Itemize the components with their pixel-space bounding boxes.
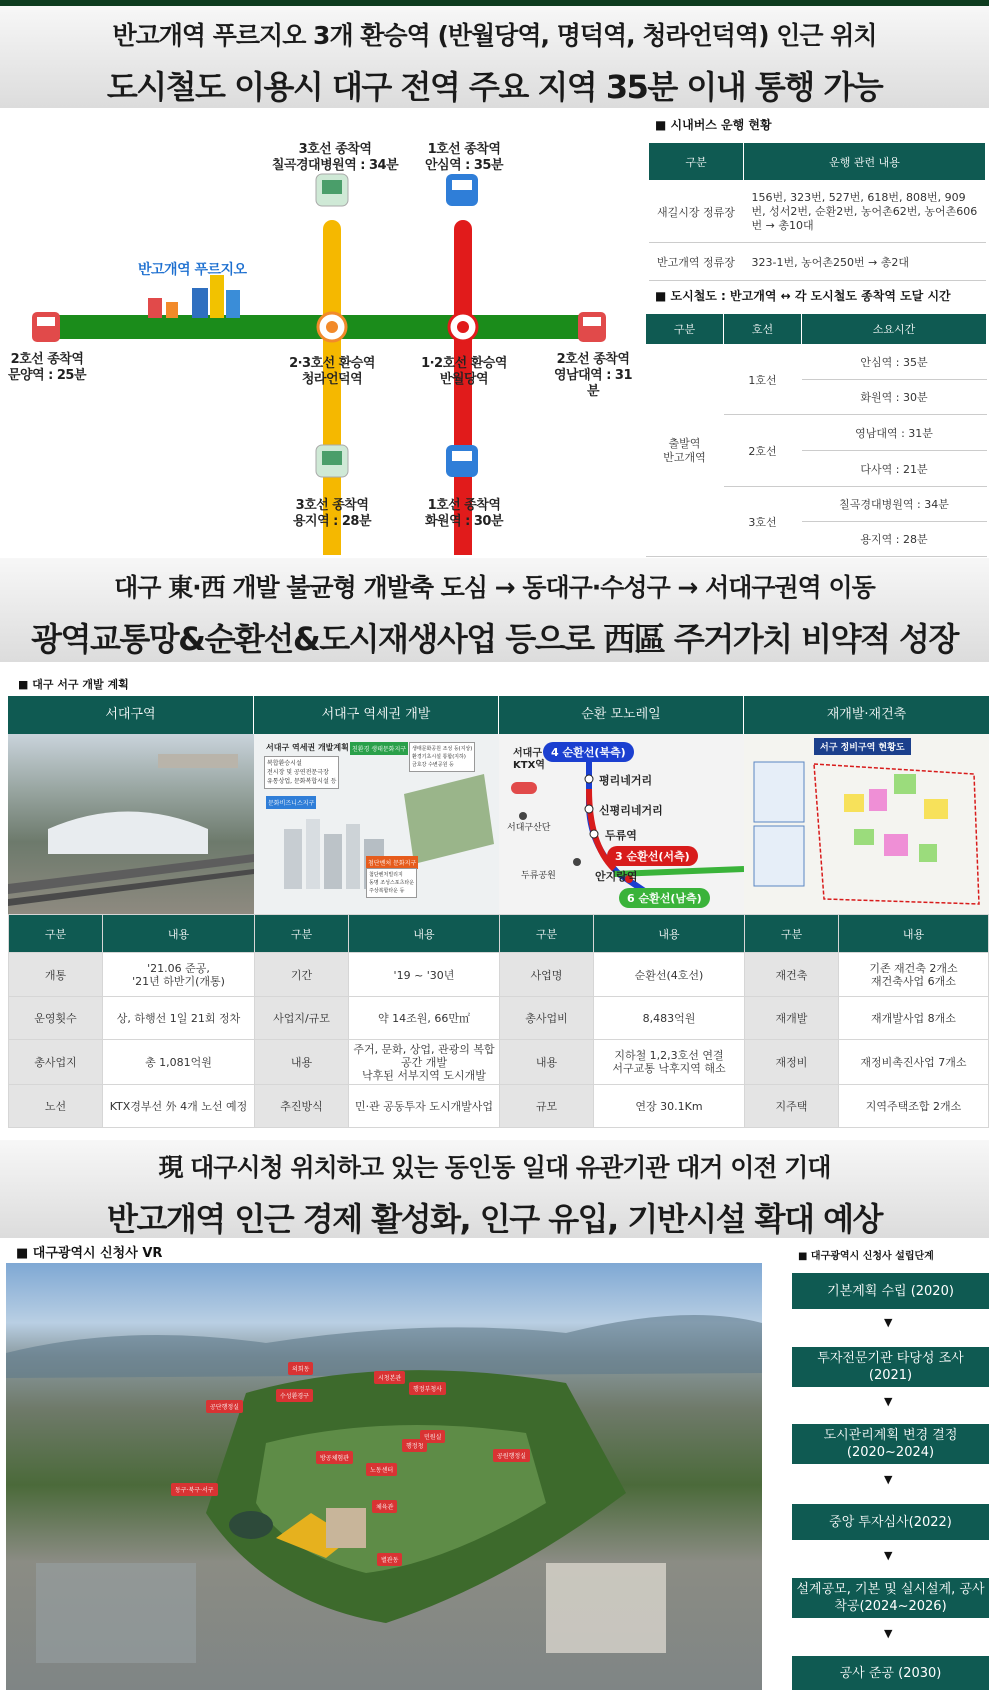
banner-transit [0, 6, 989, 108]
monorail-south-name: 순환선(남측) [638, 892, 702, 905]
line1-bottom-title: 1호선 종착역 [427, 498, 501, 513]
vr-tag: 노동센터 [366, 1463, 397, 1476]
dev-value: 상, 하행선 1일 21회 정차 [103, 997, 255, 1040]
dev-key: 개통 [9, 953, 103, 997]
step-item: 공사 준공 (2030) [792, 1656, 989, 1690]
banner-transit-line1: 반고개역 푸르지오 3개 환승역 (반월당역, 명덕역, 청라언덕역) 인근 위치 [112, 21, 877, 50]
vr-tag: 체육관 [372, 1500, 397, 1513]
complex-label: 반고개역 푸르지오 [138, 262, 247, 278]
station-plan-box1: 복합환승시설 전시장 및 공연전문극장 유통상업, 문화복합시설 등 [264, 756, 339, 789]
monorail-station-1: 평리네거리 [599, 774, 653, 787]
dev-value: 주거, 문화, 상업, 관광의 복합 공간 개발 낙후된 서부지역 도시개발 [349, 1040, 500, 1085]
line3-top-time: 칠곡경대병원역 : 34분 [271, 158, 399, 173]
dev-header-content: 내용 [594, 915, 745, 953]
line1-bottom-train-icon [446, 445, 478, 477]
vr-tag: 행정부청사 [409, 1382, 446, 1395]
dev-key: 운영횟수 [9, 997, 103, 1040]
transfer-12-station: 반월당역 [439, 372, 489, 387]
banner-city-hall-line2: 반고개역 인근 경제 활성화, 인구 유입, 기반시설 확대 예상 [107, 1200, 882, 1238]
dev-value: 기존 재건축 2개소 재건축사업 6개소 [839, 953, 989, 997]
dev-value: 8,483억원 [594, 997, 745, 1040]
monorail-south-label [619, 888, 710, 908]
line1-bottom-label [412, 498, 516, 530]
city-hall-vr-image [6, 1263, 762, 1690]
station-plan-box4: 생태문화공원 조성 등(지상) 환경기초시설 통합(지하) 금호강 수변공원 등 [409, 742, 475, 772]
panel-title-redevelopment: 재개발·재건축 [744, 696, 989, 734]
dev-value: '19 ~ '30년 [349, 953, 500, 997]
monorail-north-number: 4 [551, 746, 559, 759]
line3-bottom-label [280, 498, 384, 530]
subway-time: 다사역 : 21분 [802, 451, 987, 487]
dev-header-type: 구분 [9, 915, 103, 953]
dev-header-type: 구분 [500, 915, 594, 953]
station-plan-box2: 문화비즈니스지구 [266, 796, 316, 809]
line2-left-label [2, 352, 92, 384]
monorail-landmark-1: 서대구산단 [507, 823, 551, 833]
monorail-map-image [499, 734, 744, 914]
dev-value: '21.06 준공, '21년 하반기(개통) [103, 953, 255, 997]
subway-map-graphic [0, 110, 640, 555]
line3-bottom-time: 용지역 : 28분 [292, 514, 372, 529]
dev-key: 내용 [255, 1040, 349, 1085]
table-row [9, 953, 989, 997]
bus-header-type: 구분 [649, 143, 744, 181]
vr-tag: 민원실 [420, 1430, 445, 1443]
dev-key: 사업명 [500, 953, 594, 997]
line3-bottom-title: 3호선 종착역 [295, 498, 369, 513]
bus-stop-name: 새길시장 정류장 [649, 181, 744, 243]
banner-development [0, 558, 989, 662]
seodaegu-station-photo [8, 734, 254, 914]
banner-development-line2: 광역교통망&순환선&도시재생사업 등으로 西區 주거가치 비약적 성장 [31, 620, 958, 658]
line3-top-label [270, 142, 400, 174]
step-arrow-icon: ▼ [884, 1627, 893, 1640]
subway-time: 안심역 : 35분 [802, 345, 987, 380]
redev-map-title: 서구 정비구역 현황도 [814, 738, 911, 755]
dev-key: 규모 [500, 1085, 594, 1128]
vr-tag: 의회동 [288, 1362, 313, 1375]
dev-table-header [9, 915, 989, 953]
monorail-landmark-2: 두류공원 [521, 871, 556, 881]
line2-right-train-icon [578, 312, 606, 342]
dev-key: 내용 [500, 1040, 594, 1085]
step-item: 중앙 투자심사(2022) [792, 1504, 989, 1540]
transfer-12-title: 1·2호선 환승역 [421, 356, 507, 371]
dev-value: 약 14조원, 66만㎡ [349, 997, 500, 1040]
transfer-23-title: 2·3호선 환승역 [289, 356, 375, 371]
subway-line-1: 1호선 [724, 345, 802, 415]
station-plan-box6: 첨단벤처빌리지 동명 조성스포츠타운 주상복합타운 등 [366, 868, 417, 898]
monorail-south-number: 6 [627, 892, 635, 905]
vr-tag: 방공체험관 [316, 1451, 353, 1464]
dev-key: 노선 [9, 1085, 103, 1128]
station-plan-box3: 친환경 생태문화지구 [350, 742, 408, 755]
transfer-23-marker-icon [318, 313, 346, 341]
dev-value: 연장 30.1Km [594, 1085, 745, 1128]
step-arrow-icon: ▼ [884, 1549, 893, 1562]
monorail-west-number: 3 [615, 850, 623, 863]
line1-top-time: 안심역 : 35분 [424, 158, 504, 173]
vr-tag: 공단행정실 [206, 1400, 243, 1413]
vr-section-title: ■ 대구광역시 신청사 VR [16, 1246, 163, 1261]
dev-key: 총사업비 [500, 997, 594, 1040]
vr-tag: 동구·북구·서구 [171, 1483, 218, 1496]
monorail-north-label [543, 742, 634, 762]
line1-top-label [412, 142, 516, 174]
dev-key: 기간 [255, 953, 349, 997]
step-item: 기본계획 수립 (2020) [792, 1273, 989, 1309]
bus-table [648, 142, 986, 281]
banner-development-line1: 대구 東·西 개발 불균형 개발축 도심 → 동대구·수성구 → 서대구권역 이동 [114, 573, 875, 602]
step-arrow-icon: ▼ [884, 1395, 893, 1408]
subway-time: 칠곡경대병원역 : 34분 [802, 487, 987, 522]
line2-left-title: 2호선 종착역 [10, 352, 84, 367]
line2-right-label [548, 352, 638, 400]
transfer-23-station: 청라언덕역 [301, 372, 363, 387]
step-arrow-icon: ▼ [884, 1316, 893, 1329]
transfer-12-marker-icon [449, 313, 477, 341]
dev-header-type: 구분 [745, 915, 839, 953]
line2-left-train-icon [32, 312, 60, 342]
bus-routes: 323-1번, 농어촌250번 → 총2대 [744, 243, 986, 281]
dev-key: 추진방식 [255, 1085, 349, 1128]
line3-bottom-train-icon [316, 445, 348, 477]
monorail-station-4: 안지랑역 [595, 870, 638, 883]
dev-key: 지주택 [745, 1085, 839, 1128]
bus-table-header [649, 143, 986, 181]
table-row [649, 181, 986, 243]
redevelopment-map-image [744, 734, 989, 914]
subway-origin: 출발역 반고개역 [646, 345, 724, 557]
subway-time: 화원역 : 30분 [802, 380, 987, 415]
dev-value: 재정비촉진사업 7개소 [839, 1040, 989, 1085]
table-row [9, 1085, 989, 1128]
line2-left-time: 문양역 : 25분 [7, 368, 87, 383]
banner-transit-line2: 도시철도 이용시 대구 전역 주요 지역 35분 이내 통행 가능 [106, 68, 883, 106]
complex-building-icon [148, 275, 240, 318]
bus-header-content: 운행 관련 내용 [744, 143, 986, 181]
vr-tag: 공원행정실 [493, 1449, 530, 1462]
monorail-station-3: 두류역 [605, 829, 637, 842]
dev-value: 지역주택조합 2개소 [839, 1085, 989, 1128]
vr-tag: 별관동 [377, 1553, 402, 1566]
line2-right-title: 2호선 종착역 [556, 352, 630, 367]
table-row [649, 243, 986, 281]
station-plan-title: 서대구 역세권 개발계획 [266, 743, 349, 752]
vr-tag: 시청본관 [374, 1371, 405, 1384]
vr-tag: 행정청 [402, 1439, 427, 1452]
step-item: 설계공모, 기본 및 실시설계, 공사 착공(2024~2026) [792, 1578, 989, 1618]
dev-section-title: ■ 대구 서구 개발 계획 [18, 678, 129, 691]
line3-top-train-icon [316, 174, 348, 206]
monorail-west-name: 순환선(서측) [626, 850, 690, 863]
station-plan-box5: 첨단벤처 문화지구 [366, 856, 418, 869]
dev-value: 총 1,081억원 [103, 1040, 255, 1085]
vr-tag: 수성환경구 [276, 1389, 313, 1402]
monorail-ktx-label: 서대구 KTX역 [513, 748, 545, 771]
panel-title-monorail: 순환 모노레일 [499, 696, 744, 734]
bus-routes: 156번, 323번, 527번, 618번, 808번, 909번, 성서2번, 순환2번, 농어촌62번, 농어촌606번 → 총10대 [744, 181, 986, 243]
line3-top-title: 3호선 종착역 [298, 142, 372, 157]
dev-key: 재개발 [745, 997, 839, 1040]
subway-line-2: 2호선 [724, 415, 802, 487]
dev-key: 사업지/규모 [255, 997, 349, 1040]
steps-section-title: ■ 대구광역시 신청사 설립단계 [798, 1251, 934, 1262]
dev-key: 총사업지 [9, 1040, 103, 1085]
subway-section-title: ■ 도시철도 : 반고개역 ↔ 각 도시철도 종착역 도달 시간 [655, 289, 951, 303]
panel-title-seodaegu-station: 서대구역 [8, 696, 254, 734]
transfer-23-label [280, 356, 384, 388]
subway-time: 영남대역 : 31분 [802, 415, 987, 451]
dev-header-type: 구분 [255, 915, 349, 953]
table-row [9, 1040, 989, 1085]
dev-key: 재건축 [745, 953, 839, 997]
dev-key: 재정비 [745, 1040, 839, 1085]
dev-value: 민·관 공동투자 도시개발사업 [349, 1085, 500, 1128]
subway-header-time: 소요시간 [802, 314, 987, 345]
table-row [9, 997, 989, 1040]
station-area-plan-image [254, 734, 499, 914]
line1-top-train-icon [446, 174, 478, 206]
dev-header-content: 내용 [103, 915, 255, 953]
dev-header-content: 내용 [839, 915, 989, 953]
subway-header-line: 호선 [724, 314, 802, 345]
transfer-12-label [412, 356, 516, 388]
dev-data-table [8, 914, 989, 1128]
dev-value: KTX경부선 外 4개 노선 예정 [103, 1085, 255, 1128]
subway-line-3: 3호선 [724, 487, 802, 557]
banner-city-hall-line1: 現 대구시청 위치하고 있는 동인동 일대 유관기관 대거 이전 기대 [158, 1153, 831, 1182]
subway-map [0, 110, 640, 555]
dev-value: 재개발사업 8개소 [839, 997, 989, 1040]
line1-top-title: 1호선 종착역 [427, 142, 501, 157]
monorail-station-2: 신평리네거리 [599, 804, 663, 817]
dev-value: 지하철 1,2,3호선 연결 서구교통 낙후지역 해소 [594, 1040, 745, 1085]
dev-value: 순환선(4호선) [594, 953, 745, 997]
bus-stop-name: 반고개역 정류장 [649, 243, 744, 281]
bus-section-title: ■ 시내버스 운행 현황 [655, 118, 772, 132]
subway-time: 용지역 : 28분 [802, 522, 987, 557]
dev-header-content: 내용 [349, 915, 500, 953]
table-row [646, 345, 987, 380]
banner-city-hall [0, 1140, 989, 1238]
subway-table-header [646, 314, 987, 345]
subway-table [645, 313, 987, 557]
monorail-north-name: 순환선(북측) [562, 746, 626, 759]
step-item: 투자전문기관 타당성 조사 (2021) [792, 1347, 989, 1387]
panel-title-station-area: 서대구 역세권 개발 [254, 696, 499, 734]
line1-bottom-time: 화원역 : 30분 [424, 514, 504, 529]
step-item: 도시관리계획 변경 결정 (2020~2024) [792, 1424, 989, 1464]
step-arrow-icon: ▼ [884, 1473, 893, 1486]
monorail-west-label [607, 846, 698, 866]
line2-right-time: 영남대역 : 31분 [553, 368, 633, 399]
subway-header-type: 구분 [646, 314, 724, 345]
